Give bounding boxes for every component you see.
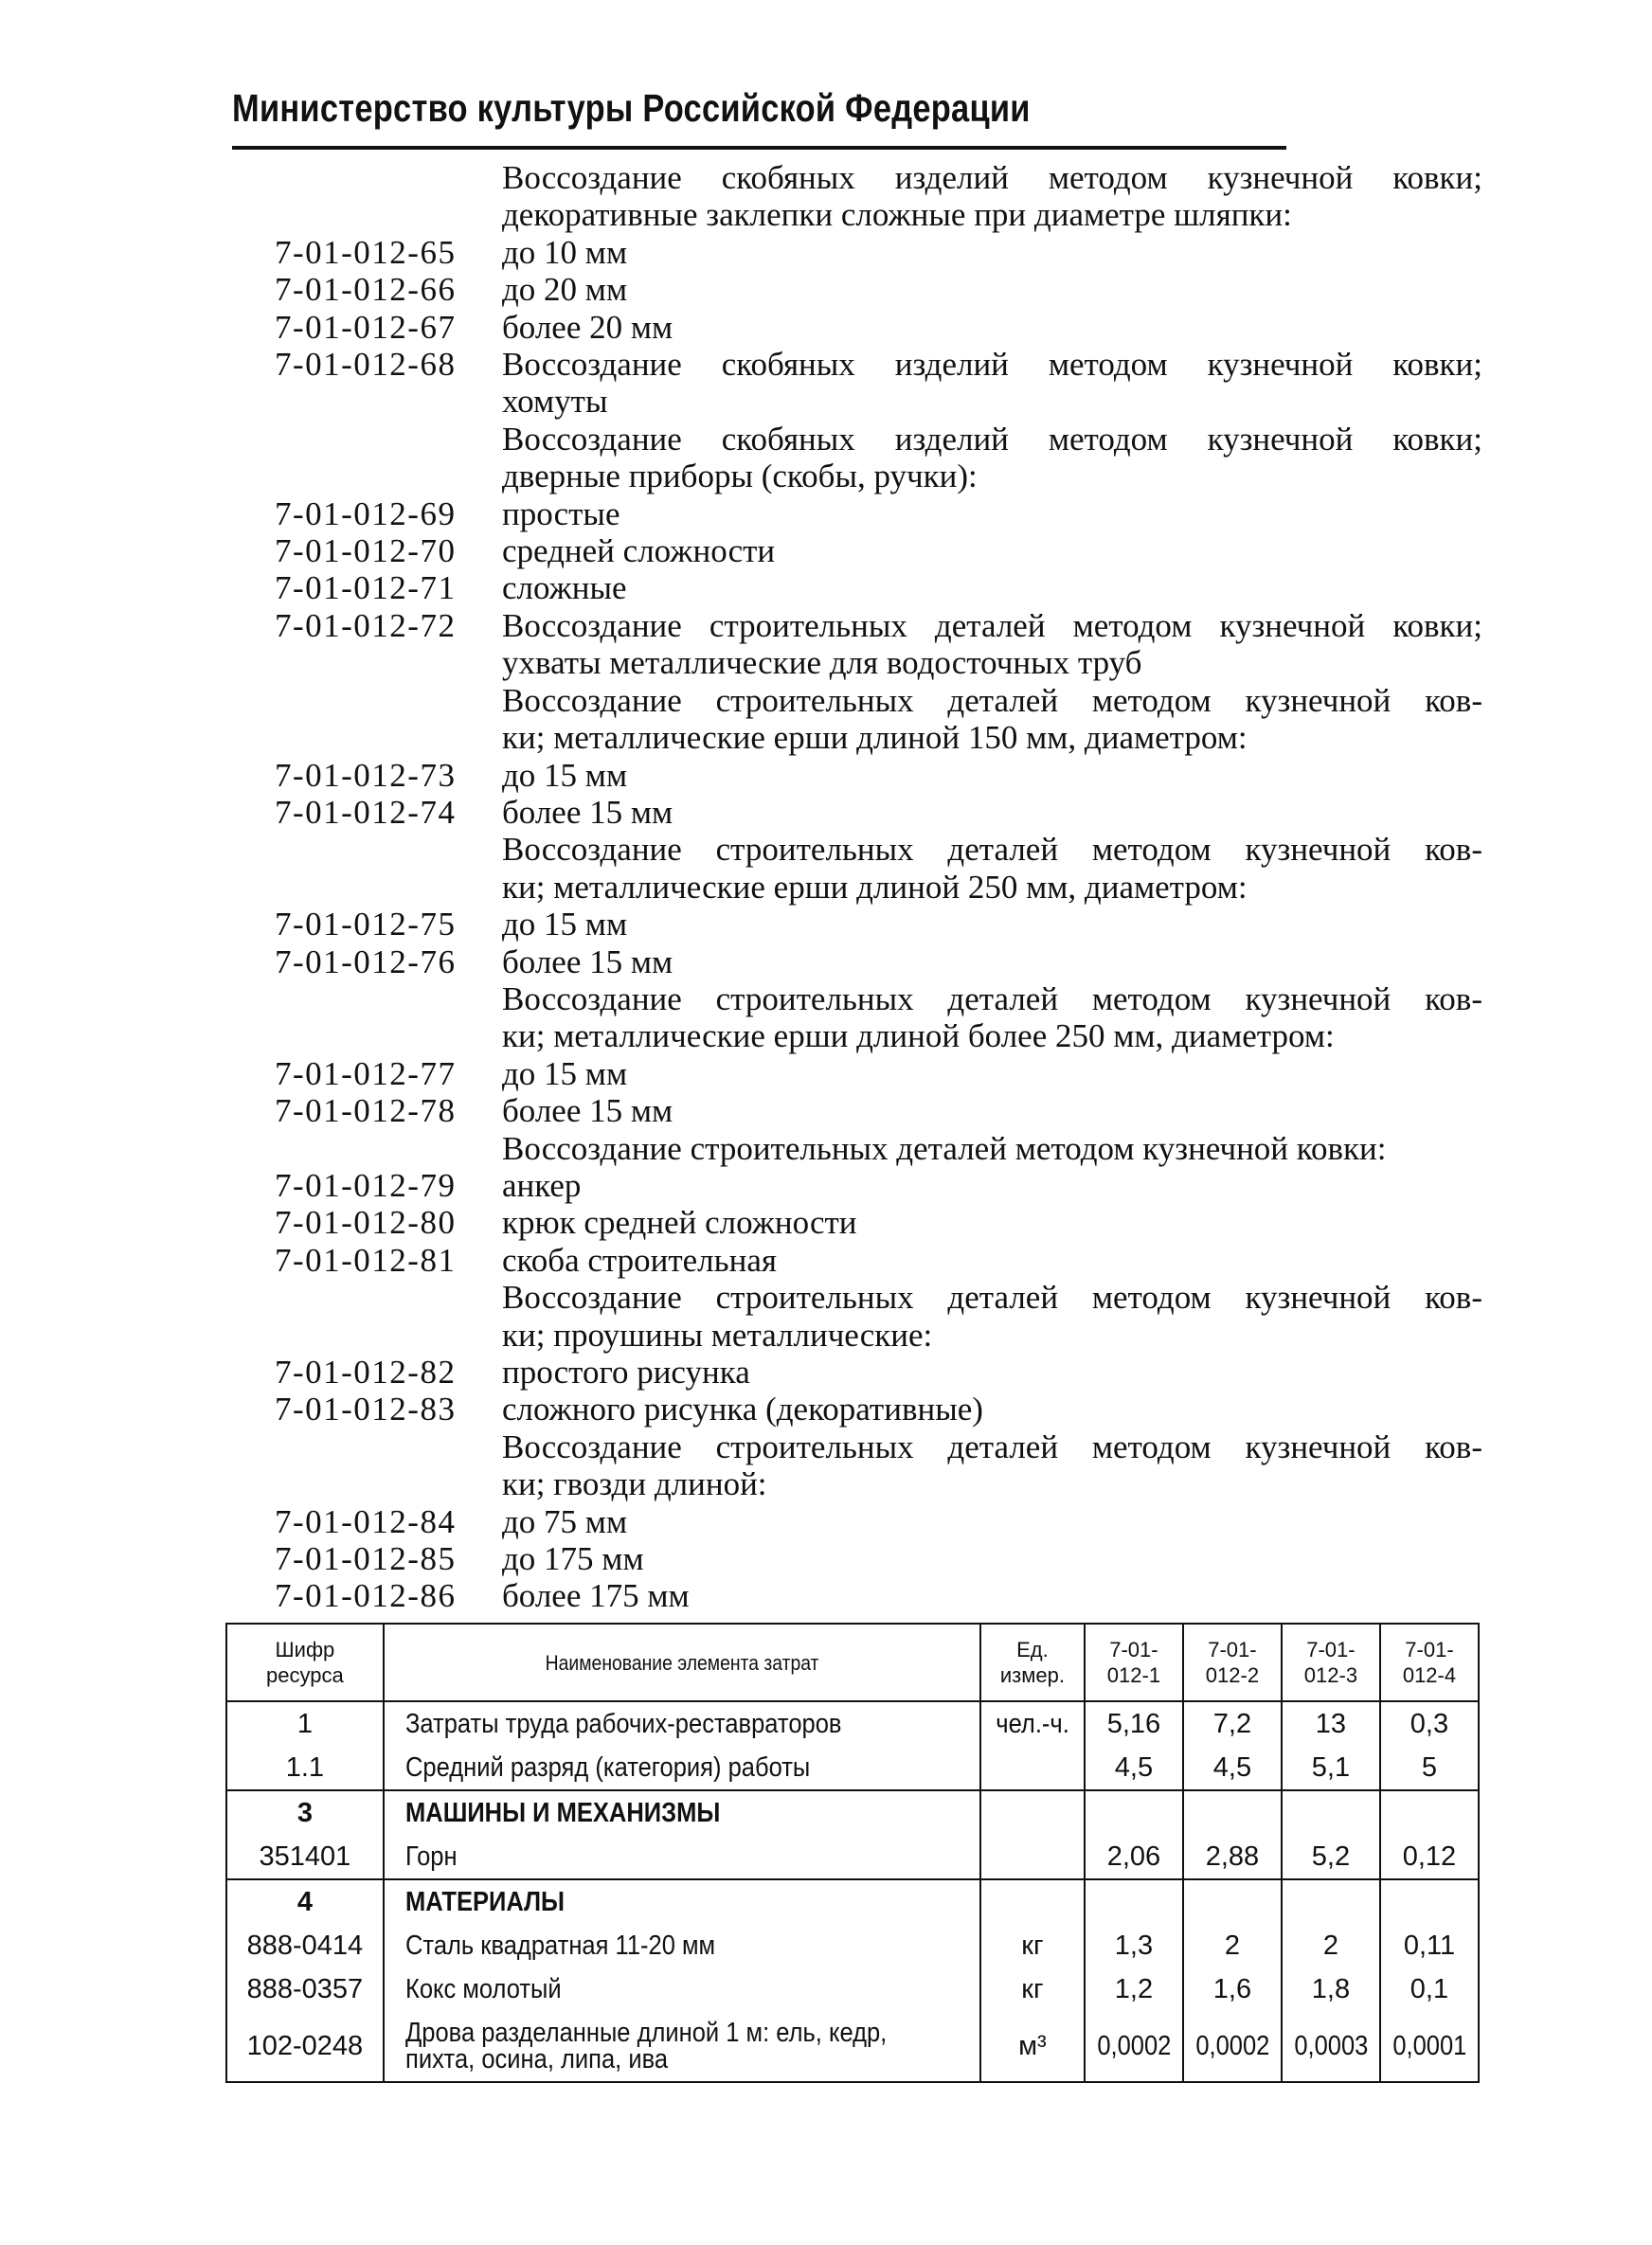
row-value: 1,2 [1085,1967,1183,2011]
norm-entry [275,906,1482,943]
entry-text-line: хомуты [502,383,608,421]
entry-code: 7-01-012-81 [275,1241,457,1279]
row-value: 5 [1380,1746,1479,1790]
entry-text-line: сложные [502,569,627,607]
norm-entry [275,1204,1482,1241]
section-title: МАТЕРИАЛЫ [384,1879,980,1924]
entry-text [502,794,1482,831]
row-value: 0,3 [1380,1701,1479,1746]
entry-text [502,757,1482,794]
entry-text [502,271,1482,308]
row-code: 1 [226,1701,384,1746]
norm-group-heading [275,980,1482,1055]
row-value: 0,0002 [1085,2011,1183,2082]
entry-code: 7-01-012-83 [275,1391,457,1428]
entry-text [502,943,1482,980]
entry-text [502,980,1482,1055]
header-unit: Ед. измер. [980,1624,1085,1701]
entry-code: 7-01-012-76 [275,943,457,980]
norm-entry [275,569,1482,606]
entry-text [502,682,1482,757]
header-cost-element-name: Наименование элемента затрат [384,1624,980,1701]
row-value: 13 [1282,1701,1380,1746]
row-name: Сталь квадратная 11-20 мм [384,1924,980,1967]
row-value: 1,8 [1282,1967,1380,2011]
row-name: Дрова разделанные длиной 1 м: ель, кедр, пихта, осина, липа, ива [384,2011,980,2082]
entry-text-line: сложного рисунка (декоративные) [502,1391,983,1428]
entry-text [502,1540,1482,1577]
entry-text-line: ки; металлические ерши длиной 250 мм, диаметром: [502,868,1248,906]
entry-text-line: более 20 мм [502,308,673,346]
row-value: 4,5 [1183,1746,1282,1790]
entry-text [502,1167,1482,1204]
norm-group-heading [275,682,1482,757]
norm-entry [275,1577,1482,1614]
row-value: 1,3 [1085,1924,1183,1967]
entry-text-line: скоба строительная [502,1241,777,1279]
row-value: 0,0002 [1183,2011,1282,2082]
entry-code [275,831,502,906]
row-value: 1,6 [1183,1967,1282,2011]
entry-text-line: декоративные заклепки сложные при диаметре шляпки: [502,196,1292,234]
entry-text [502,532,1482,569]
row-value: 5,1 [1282,1746,1380,1790]
running-header [232,87,1286,150]
entry-text [502,309,1482,346]
header-col-012-3: 7-01- 012-3 [1282,1624,1380,1701]
norm-group-heading [275,1428,1482,1503]
entry-code: 7-01-012-65 [275,233,457,271]
row-value: 0,1 [1380,1967,1479,2011]
entry-text-line: ухваты металлические для водосточных труб [502,644,1142,682]
entry-text-line: Воссоздание строительных деталей методом кузнечной ков- [502,1428,1482,1465]
entry-text [502,1204,1482,1241]
entry-text-line: Воссоздание строительных деталей методом кузнечной ковки: [502,1129,1387,1167]
row-unit: кг [980,1924,1085,1967]
entry-code [275,159,502,234]
entry-text-line: крюк средней сложности [502,1204,857,1242]
row-unit: кг [980,1967,1085,2011]
norm-entries-list [275,159,1482,1615]
entry-text [502,607,1482,682]
header-title: Министерство культуры Российской Федерации [232,86,1031,130]
entry-code: 7-01-012-86 [275,1577,457,1615]
entry-text-line: Воссоздание строительных деталей методом кузнечной ковки; [502,606,1482,644]
table-row [226,1924,1479,1967]
row-code: 888-0414 [226,1924,384,1967]
entry-text [502,1279,1482,1354]
row-value: 2 [1282,1924,1380,1967]
entry-text-line: Воссоздание скобяных изделий методом кузнечной ковки; [502,346,1482,384]
entry-text [502,421,1482,495]
table-row [226,1701,1479,1746]
row-value: 4,5 [1085,1746,1183,1790]
entry-text [502,1391,1482,1428]
norm-entry [275,495,1482,532]
entry-code: 7-01-012-84 [275,1502,457,1540]
entry-code: 7-01-012-70 [275,532,457,570]
entry-text-line: до 15 мм [502,756,628,794]
entry-text-line: ки; проушины металлические: [502,1316,933,1354]
norm-entry [275,1503,1482,1540]
entry-text-line: простые [502,494,620,532]
entry-text [502,1577,1482,1614]
header-resource-code: Шифр ресурса [226,1624,384,1701]
entry-text [502,569,1482,606]
entry-text-line: анкер [502,1166,582,1204]
entry-text-line: Воссоздание строительных деталей методом кузнечной ков- [502,681,1482,719]
header-col-012-1: 7-01- 012-1 [1085,1624,1183,1701]
row-name: Затраты труда рабочих-реставраторов [384,1701,980,1746]
entry-code: 7-01-012-75 [275,906,457,943]
entry-code: 7-01-012-77 [275,1054,457,1092]
entry-text-line: дверные приборы (скобы, ручки): [502,458,978,495]
entry-text [502,346,1482,421]
norm-entry [275,1391,1482,1428]
row-code: 888-0357 [226,1967,384,2011]
row-name: Горн [384,1835,980,1879]
entry-text [502,495,1482,532]
row-value: 0,0003 [1282,2011,1380,2082]
entry-text-line: до 20 мм [502,271,628,309]
row-unit: м³ [980,2011,1085,2082]
entry-text-line: до 75 мм [502,1502,628,1540]
section-code: 3 [226,1790,384,1835]
table-row [226,1967,1479,2011]
row-unit [980,1746,1085,1790]
entry-code: 7-01-012-82 [275,1354,457,1391]
header-col-012-2: 7-01- 012-2 [1183,1624,1282,1701]
norm-entry [275,532,1482,569]
norm-entry [275,346,1482,421]
entry-text-line: более 175 мм [502,1577,690,1615]
entry-text-line: Воссоздание скобяных изделий методом кузнечной ковки; [502,159,1482,196]
entry-text-line: более 15 мм [502,1092,673,1130]
norm-group-heading [275,1130,1482,1167]
entry-text [502,831,1482,906]
entry-code: 7-01-012-73 [275,756,457,794]
norm-entry [275,607,1482,682]
entry-text-line: более 15 мм [502,793,673,831]
entry-code: 7-01-012-72 [275,606,457,644]
row-value: 0,0001 [1380,2011,1479,2082]
row-value: 0,12 [1380,1835,1479,1879]
row-code: 351401 [226,1835,384,1879]
row-unit: чел.-ч. [980,1701,1085,1746]
entry-text-line: до 15 мм [502,1054,628,1092]
entry-text [502,1428,1482,1503]
entry-code: 7-01-012-85 [275,1540,457,1578]
row-name: Средний разряд (категория) работы [384,1746,980,1790]
table-header-row [226,1624,1479,1701]
entry-code: 7-01-012-78 [275,1092,457,1130]
table-row [226,1746,1479,1790]
row-value: 5,16 [1085,1701,1183,1746]
entry-text [502,906,1482,943]
norm-entry [275,234,1482,271]
entry-code [275,1428,502,1503]
entry-text [502,159,1482,234]
entry-text-line: до 15 мм [502,906,628,943]
table-row [226,1835,1479,1879]
row-value: 5,2 [1282,1835,1380,1879]
norm-entry [275,1055,1482,1092]
norm-entry [275,1092,1482,1129]
entry-code [275,682,502,757]
entry-text-line: до 175 мм [502,1540,644,1578]
row-value: 0,11 [1380,1924,1479,1967]
header-col-012-4: 7-01- 012-4 [1380,1624,1479,1701]
norm-group-heading [275,1279,1482,1354]
norm-entry [275,1354,1482,1391]
norm-entry [275,794,1482,831]
entry-code: 7-01-012-66 [275,271,457,309]
norm-entry [275,1242,1482,1279]
table-section-row [226,1790,1479,1835]
row-name: Кокс молотый [384,1967,980,2011]
norm-group-heading [275,159,1482,234]
entry-code [275,980,502,1055]
norm-entry [275,271,1482,308]
row-code: 102-0248 [226,2011,384,2082]
entry-text [502,1092,1482,1129]
entry-code: 7-01-012-80 [275,1204,457,1242]
entry-text [502,1055,1482,1092]
norm-entry [275,943,1482,980]
entry-text-line: Воссоздание строительных деталей методом кузнечной ков- [502,1279,1482,1317]
entry-text-line: ки; гвозди длиной: [502,1465,767,1503]
norm-group-heading [275,831,1482,906]
row-value: 2 [1183,1924,1282,1967]
norm-entry [275,1167,1482,1204]
resource-cost-table [225,1623,1480,2083]
entry-text-line: Воссоздание строительных деталей методом кузнечной ков- [502,979,1482,1017]
norm-entry [275,757,1482,794]
entry-code: 7-01-012-69 [275,494,457,532]
row-value: 7,2 [1183,1701,1282,1746]
entry-text [502,1242,1482,1279]
table-row [226,2011,1479,2082]
entry-code: 7-01-012-79 [275,1166,457,1204]
entry-code [275,1130,502,1167]
entry-code: 7-01-012-68 [275,346,457,384]
entry-text-line: ки; металлические ерши длиной более 250 мм, диаметром: [502,1017,1335,1055]
entry-text-line: Воссоздание скобяных изделий методом кузнечной ковки; [502,420,1482,458]
entry-text-line: до 10 мм [502,233,628,271]
row-value: 2,88 [1183,1835,1282,1879]
row-unit [980,1835,1085,1879]
norm-group-heading [275,421,1482,495]
entry-code [275,421,502,495]
entry-text-line: Воссоздание строительных деталей методом кузнечной ков- [502,831,1482,869]
row-code: 1.1 [226,1746,384,1790]
section-title: МАШИНЫ И МЕХАНИЗМЫ [384,1790,980,1835]
norm-entry [275,1540,1482,1577]
table-section-row [226,1879,1479,1924]
entry-code [275,1279,502,1354]
entry-text-line: более 15 мм [502,943,673,980]
row-value: 2,06 [1085,1835,1183,1879]
entry-code: 7-01-012-67 [275,308,457,346]
entry-code: 7-01-012-71 [275,569,457,607]
entry-text [502,1130,1482,1167]
entry-code: 7-01-012-74 [275,793,457,831]
section-code: 4 [226,1879,384,1924]
entry-text [502,1503,1482,1540]
entry-text-line: простого рисунка [502,1354,750,1391]
entry-text [502,234,1482,271]
entry-text-line: ки; металлические ерши длиной 150 мм, диаметром: [502,719,1248,757]
entry-text [502,1354,1482,1391]
norm-entry [275,309,1482,346]
entry-text-line: средней сложности [502,532,776,570]
